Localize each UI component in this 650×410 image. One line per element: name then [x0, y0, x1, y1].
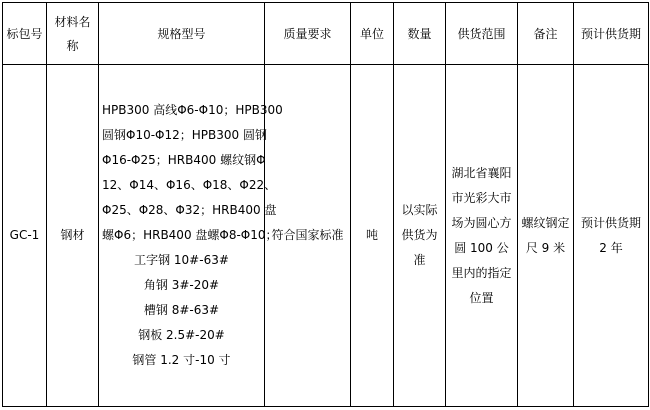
cell-quality: 符合国家标准 [265, 65, 351, 407]
spec-line: HPB300 高线Φ6-Φ10；HPB300 [102, 103, 283, 117]
spec-line: 工字钢 10#-63# [134, 253, 229, 267]
spec-line: Φ16-Φ25；HRB400 螺纹钢Φ [102, 153, 266, 167]
cell-section: GC-1 [3, 65, 47, 407]
cell-material: 钢材 [47, 65, 99, 407]
header-section: 标包号 [3, 3, 47, 65]
cell-period: 预计供货期 2 年 [574, 65, 649, 407]
procurement-spec-table [2, 2, 649, 407]
spec-line: 钢板 2.5#-20# [138, 328, 225, 342]
header-quality: 质量要求 [265, 3, 351, 65]
header-material: 材料名称 [47, 3, 99, 65]
cell-remark: 螺纹钢定尺 9 米 [518, 65, 574, 407]
spec-line: Φ25、Φ28、Φ32；HRB400 盘 [102, 203, 277, 217]
header-remark: 备注 [518, 3, 574, 65]
cell-quantity: 以实际供货为准 [394, 65, 446, 407]
cell-spec [99, 65, 283, 407]
spec-line: 圆钢Φ10-Φ12；HPB300 圆钢 [102, 128, 267, 142]
spec-line: 槽钢 8#-63# [143, 303, 220, 317]
procurement-table-wrapper [2, 2, 649, 407]
table-row [3, 65, 649, 407]
header-period: 预计供货期 [574, 3, 649, 65]
spec-line: 螺Φ6；HRB400 盘螺Φ8-Φ10； [102, 228, 278, 242]
header-unit: 单位 [351, 3, 394, 65]
spec-line: 钢管 1.2 寸-10 寸 [132, 353, 231, 367]
spec-line: 角钢 3#-20# [143, 278, 220, 292]
header-spec: 规格型号 [99, 3, 265, 65]
header-quantity: 数量 [394, 3, 446, 65]
header-supply: 供货范围 [446, 3, 518, 65]
cell-supply: 湖北省襄阳市光彩大市场为圆心方圆 100 公里内的指定位置 [446, 65, 518, 407]
cell-unit: 吨 [351, 65, 394, 407]
table-header-row [3, 3, 649, 65]
spec-line: 12、Φ14、Φ16、Φ18、Φ22、 [102, 178, 277, 192]
